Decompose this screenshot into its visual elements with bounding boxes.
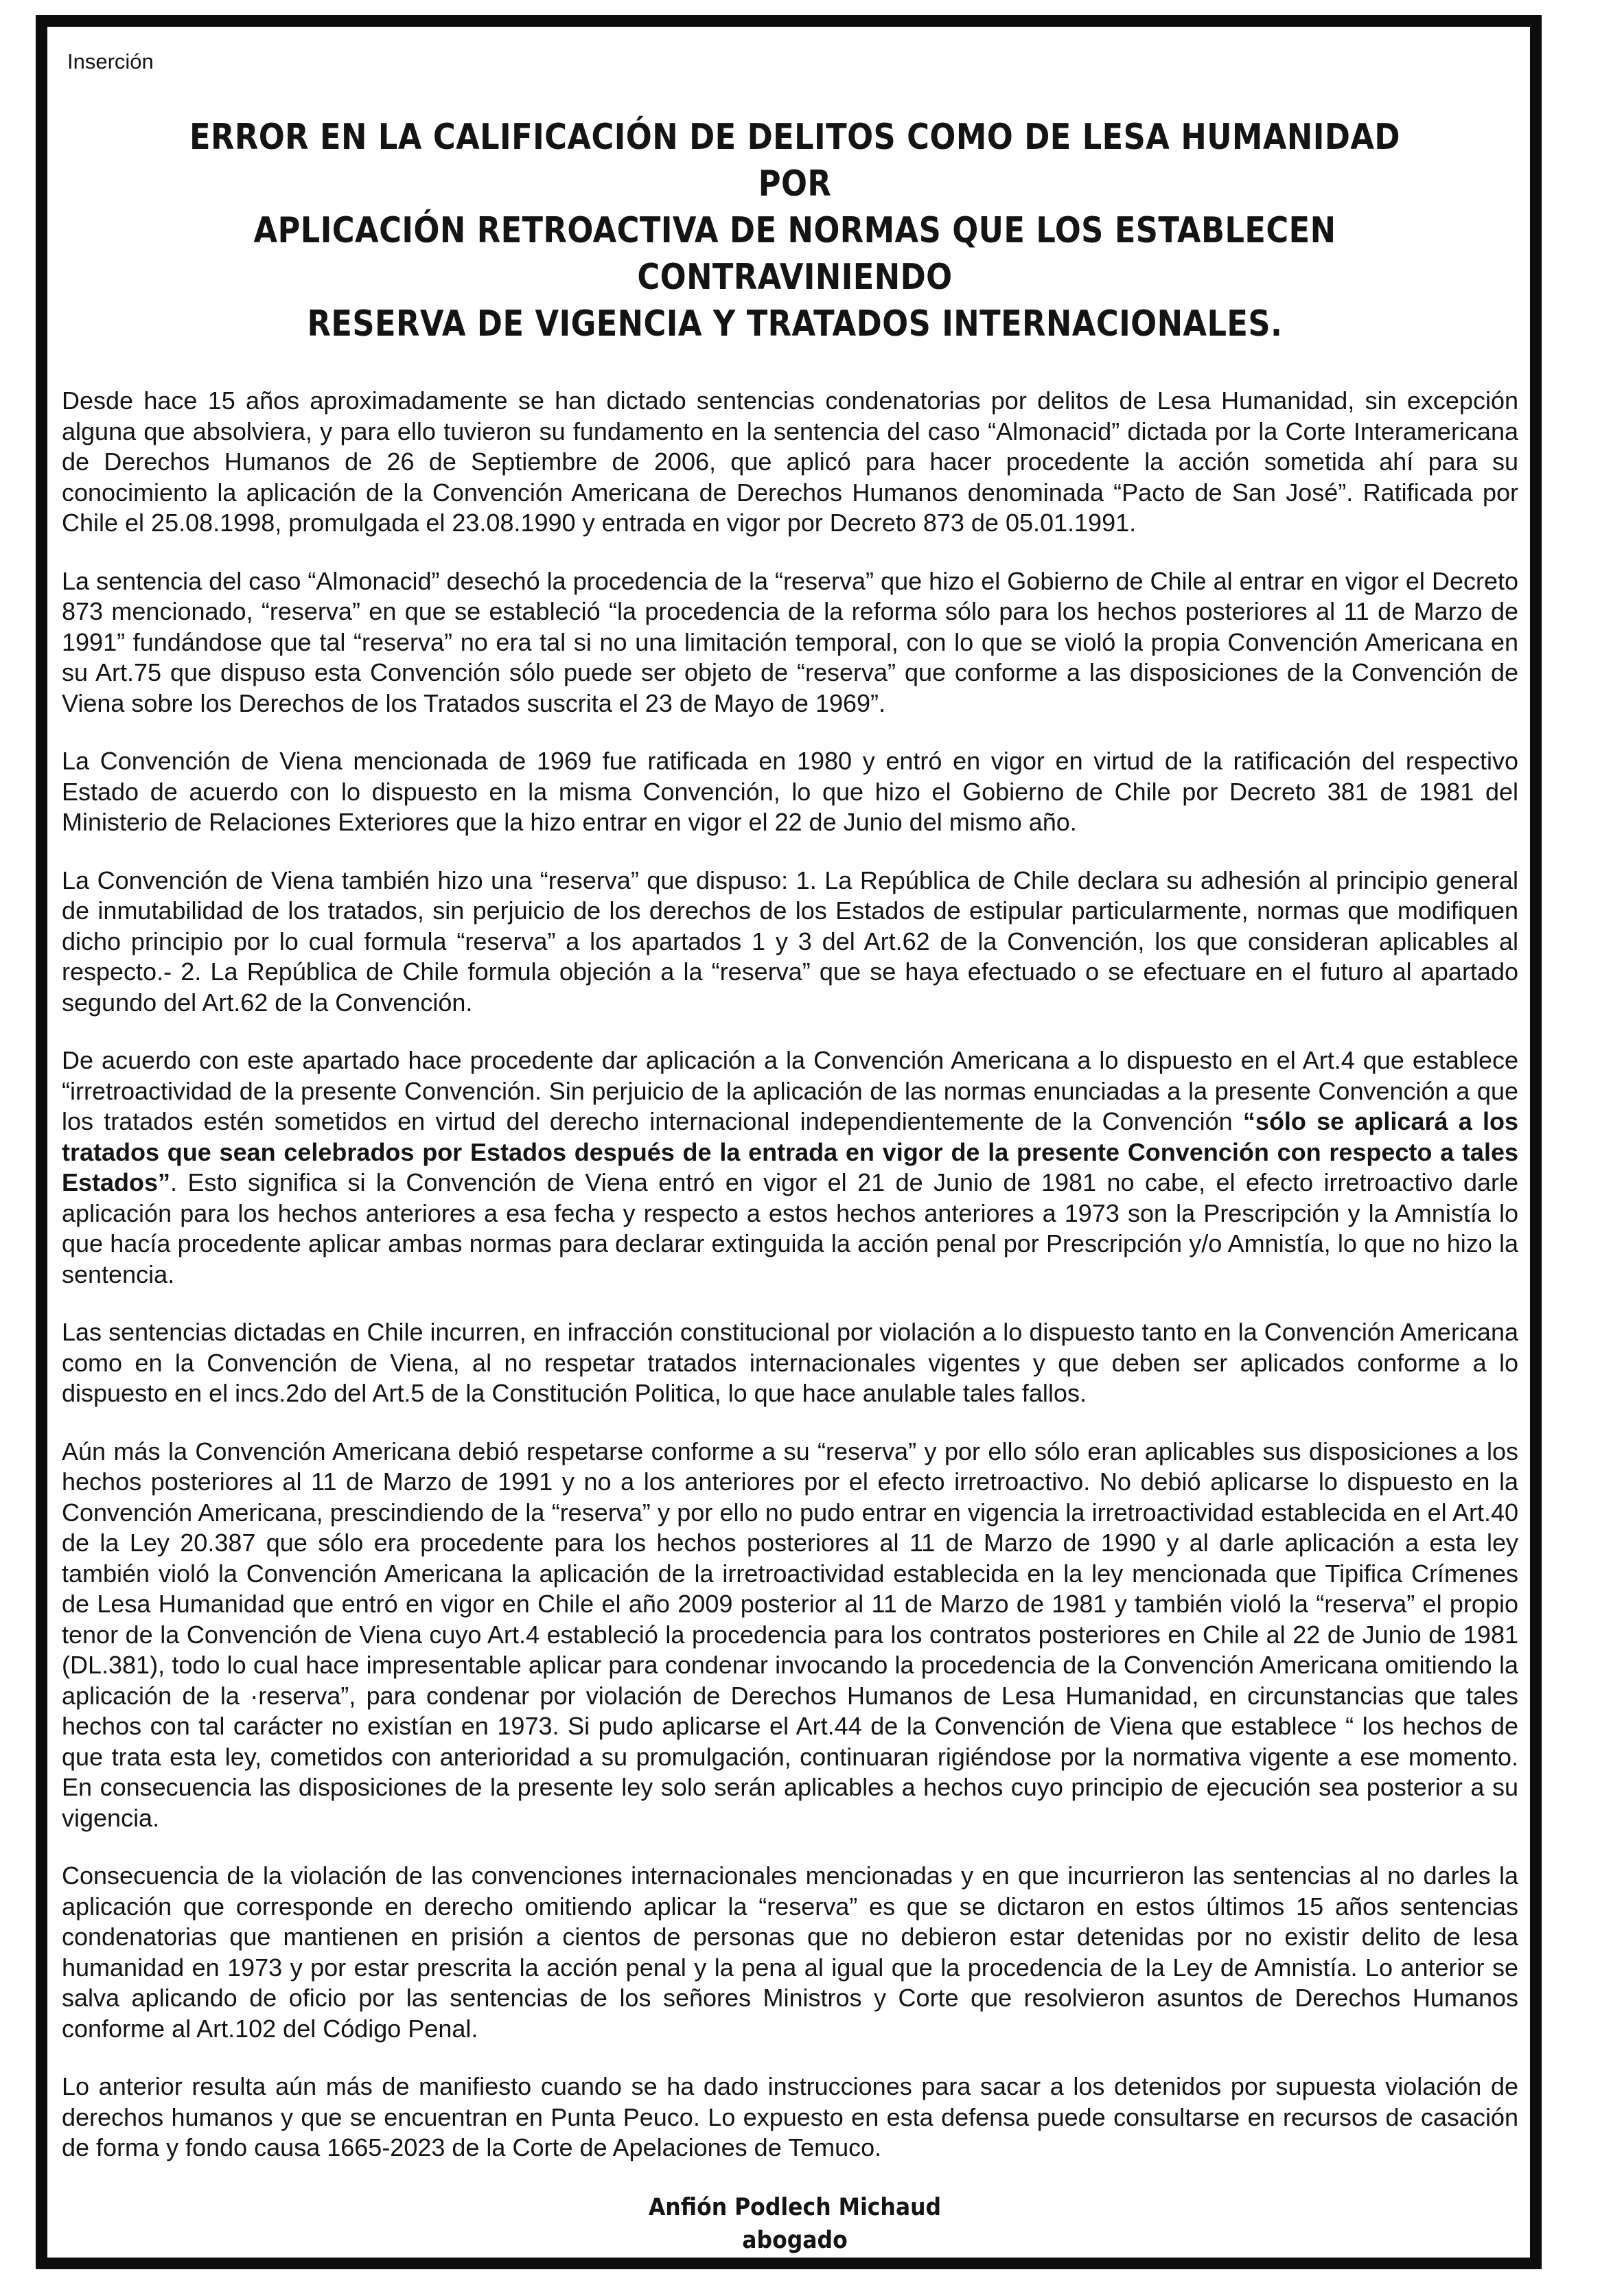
signature-name: Anfión Podlech Michaud [648, 2193, 942, 2221]
paragraph-7: Aún más la Convención Americana debió respetarse conforme a su “reserva” y por ello sólo eran aplicables sus disposiciones a los hechos posteriores al 11 de Marzo de 1991 y no a los anteriores por el efecto irretroactivo. No debió aplicarse lo dispuesto en la Convención Americana, prescindiendo de la “reserva” y por ello no pudo entrar en vigencia la irretroactividad establecida en el Art.40 de la Ley 20.387 que sólo era procedente para los hechos posteriores al 11 de Marzo de 1990 y al darle aplicación a esta ley también violó la Convención Americana la aplicación de la irretroactividad establecida en la ley mencionada que Tipifica Crímenes de Lesa Humanidad que entró en vigor en Chile el año 2009 posterior al 11 de Marzo de 1981 y también violó la “reserva” el propio tenor de la Convención de Viena cuyo Art.4 estableció la procedencia para los contratos posteriores en Chile al 22 de Junio de 1981 (DL.381), todo lo cual hace impresentable aplicar para condenar invocando la procedencia de la Convención Americana omitiendo la aplicación de la ·reserva”, para condenar por violación de Derechos Humanos de Lesa Humanidad, en circunstancias que tales hechos con tal carácter no existían en 1973. Si pudo aplicarse el Art.44 de la Convención de Viena que establece “ los hechos de que trata esta ley, cometidos con anterioridad a su promulgación, continuaran rigiéndose por la normativa vigente a ese momento. En consecuencia las disposiciones de la presente ley solo serán aplicables a hechos cuyo principio de ejecución sea posterior a su vigencia. [62, 1437, 1518, 1832]
headline [165, 114, 1426, 347]
paragraph-5-text-end: . Esto significa si la Convención de Viena entró en vigor el 21 de Junio de 1981 no cabe, el efecto irretroactivo darle aplicación para los hechos anteriores a esa fecha y respecto a estos hechos anteriores a 1973 son la Prescripción y la Amnistía lo que hacía procedente aplicar ambas normas para declarar extinguida la acción penal por Prescripción y/o Amnistía, lo que no hizo la sentencia. [62, 1168, 1518, 1288]
paragraph-9: Lo anterior resulta aún más de manifiesto cuando se ha dado instrucciones para sacar a los detenidos por supuesta violación de derechos humanos y que se encuentran en Punta Peuco. Lo expuesto en esta defensa puede consultarse en recursos de casación de forma y fondo causa 1665-2023 de la Corte de Apelaciones de Temuco. [62, 2072, 1518, 2161]
paragraph-2: La sentencia del caso “Almonacid” desechó la procedencia de la “reserva” que hizo el Gobierno de Chile al entrar en vigor el Decreto 873 mencionado, “reserva” en que se estableció “la procedencia de la reforma sólo para los hechos posteriores al 11 de Marzo de 1991” fundándose que tal “reserva” no era tal si no una limitación temporal, con lo que se violó la propia Convención Americana en su Art.75 que dispuso esta Convención sólo puede ser objeto de “reserva” que conforme a las disposiciones de la Convención de Viena sobre los Derechos de los Tratados suscrita el 23 de Mayo de 1969”. [62, 566, 1518, 717]
signature-title: abogado [742, 2226, 848, 2254]
paragraph-6: Las sentencias dictadas en Chile incurren, en infracción constitucional por violación a lo dispuesto tanto en la Convención Americana como en la Convención de Viena, al no respetar tratados internacionales vigentes y que deben ser aplicados conforme a lo dispuesto en el incs.2do del Art.5 de la Constitución Politica, lo que hace anulable tales fallos. [62, 1318, 1518, 1407]
signature [135, 2191, 1454, 2257]
headline-line-2: APLICACIÓN RETROACTIVA DE NORMAS QUE LOS ESTABLECEN CONTRAVINIENDO [253, 210, 1336, 298]
paragraph-5-bold-quote: “sólo se aplicará a los tratados que sean celebrados por Estados después de la entrada en vigor de la presente Convención con respecto a tales Estados” [62, 1107, 1518, 1196]
paragraph-5 [62, 1045, 1518, 1290]
paragraph-1: Desde hace 15 años aproximadamente se han dictado sentencias condenatorias por delitos de Lesa Humanidad, sin excepción alguna que absolviera, y para ello tuvieron su fundamento en la sentencia del caso “Almonacid” dictada por la Corte Interamericana de Derechos Humanos de 26 de Septiembre de 2006, que aplicó para hacer procedente la acción sometida ahí para su conocimiento la aplicación de la Convención Americana de Derechos Humanos denominada “Pacto de San José”. Ratificada por Chile el 25.08.1998, promulgada el 23.08.1990 y entrada en vigor por Decreto 873 de 05.01.1991. [62, 386, 1518, 537]
headline-line-1: ERROR EN LA CALIFICACIÓN DE DELITOS COMO DE LESA HUMANIDAD POR [189, 117, 1400, 205]
article [62, 43, 1528, 2260]
insert-label: Inserción [67, 49, 154, 73]
headline-line-3: RESERVA DE VIGENCIA Y TRATADOS INTERNACIONALES. [307, 303, 1283, 345]
paragraph-4: La Convención de Viena también hizo una “reserva” que dispuso: 1. La República de Chile declara su adhesión al principio general de inmutabilidad de los tratados, sin perjuicio de los derechos de los Estados de estipular particularmente, normas que modifiquen dicho principio por lo cual formula “reserva” a los apartados 1 y 3 del Art.62 de la Convención, los que consideran aplicables al respecto.- 2. La República de Chile formula objeción a la “reserva” que se haya efectuado o se efectuare en el futuro al apartado segundo del Art.62 de la Convención. [62, 866, 1518, 1017]
paragraph-8: Consecuencia de la violación de las convenciones internacionales mencionadas y en que incurrieron las sentencias al no darles la aplicación que corresponde en derecho omitiendo aplicar la “reserva” es que se dictaron en estos últimos 15 años sentencias condenatorias que mantienen en prisión a cientos de personas que no debieron estar detenidas por no existir delito de lesa humanidad en 1973 y por estar prescrita la acción penal y la pena al igual que la procedencia de la Ley de Amnistía. Lo anterior se salva aplicando de oficio por las sentencias de los señores Ministros y Corte que resolvieron asuntos de Derechos Humanos conforme al Art.102 del Código Penal. [62, 1862, 1518, 2043]
paragraph-5-text-start: De acuerdo con este apartado hace procedente dar aplicación a la Convención Americana a lo dispuesto en el Art.4 que establece “irretroactividad de la presente Convención. Sin perjuicio de la aplicación de las normas enunciadas a la presente Convención a que los tratados estén sometidos en virtud del derecho internacional independientemente de la Convención [62, 1046, 1518, 1135]
paragraph-3: La Convención de Viena mencionada de 1969 fue ratificada en 1980 y entró en vigor en virtud de la ratificación del respectivo Estado de acuerdo con lo dispuesto en la misma Convención, lo que hizo el Gobierno de Chile por Decreto 381 de 1981 del Ministerio de Relaciones Exteriores que la hizo entrar en vigor el 22 de Junio del mismo año. [62, 747, 1518, 836]
